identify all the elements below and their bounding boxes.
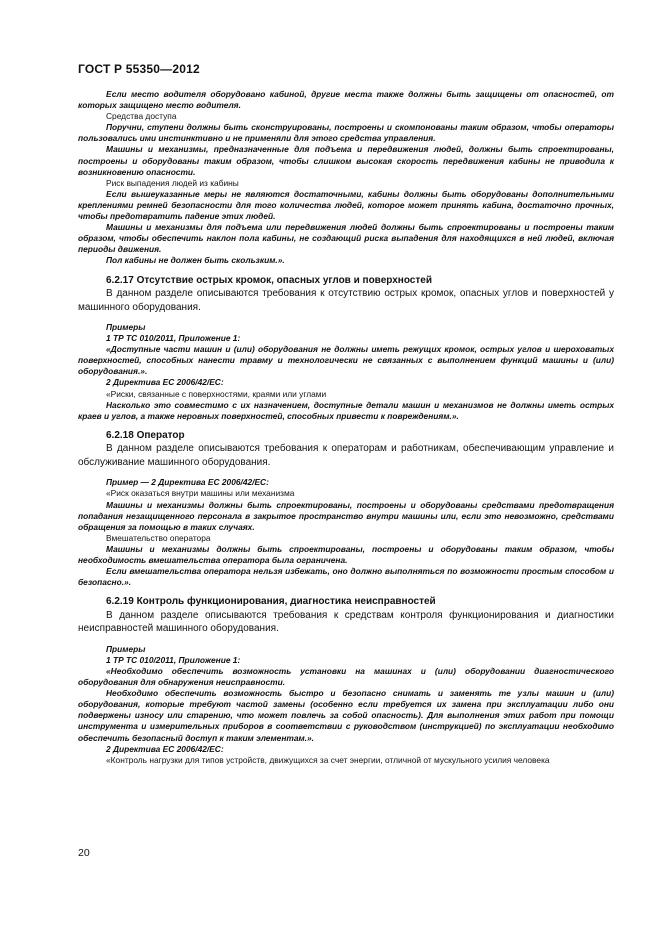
subheading: Вмешательство оператора [106,532,211,543]
page-content [78,89,614,766]
subheading: «Риск оказаться внутри машины или механизма [106,488,295,499]
examples-label: Примеры [106,643,146,654]
paragraph: Машины и механизмы для подъема или передвижения людей должны быть спроектированы и построены таким образом, чтобы обеспечить наклон пола кабины, не создающий риска выпадения для находящихся в ней людей, включая периоды движения. [78,222,614,255]
paragraph: В данном разделе описываются требования к средствам контроля функционирования и диагностики неисправностей машинного оборудования. [78,609,614,635]
paragraph: В данном разделе описываются требования к операторам и работникам, обеспечивающим управление и обслуживание машинного оборудования. [78,443,614,468]
paragraph: «Контроль нагрузки для типов устройств, движущихся за счет энергии, отличной от мускульного усилия человека [106,754,550,765]
paragraph: Если место водителя оборудовано кабиной, другие места также должны быть защищены от опасностей, от которых защищено место водителя. [78,89,614,111]
section-heading: 6.2.19 Контроль функционирования, диагностика неисправностей [106,596,436,608]
paragraph: Пол кабины не должен быть скользким.». [106,255,285,266]
quote-paragraph: Если вмешательства оператора нельзя избежать, оно должно выполняться по возможности простым способом и безопасно.». [78,566,614,588]
section-heading: 6.2.18 Оператор [106,429,185,441]
paragraph: В данном разделе описываются требования к отсутствию острых кромок, опасных углов и поверхностей у машинного оборудования. [78,288,614,313]
paragraph: Поручни, ступени должны быть сконструированы, построены и скомпонованы таким образом, чтобы операторы пользовались ими инстинктивно и не применяли для этого средства управления. [78,122,614,144]
example-source: Пример — 2 Директива ЕС 2006/42/ЕС: [106,477,269,488]
quote-paragraph: Машины и механизмы должны быть спроектированы, построены и оборудованы таким образом, чтобы необходимость вмешательства оператора была ограничена. [78,543,614,565]
paragraph: Если вышеуказанные меры не являются достаточными, кабины должны быть оборудованы дополнительными креплениями ремней безопасности для того количества людей, которое может принять кабина, достаточно прочных, чтобы предотвратить падение этих людей. [78,188,614,222]
page-number: 20 [78,847,90,859]
paragraph: Машины и механизмы, предназначенные для подъема и передвижения людей, должны быть спроектированы, построены и оборудованы таким образом, чтобы слишком высокая скорость передвижения кабины не приводила к возникновению опасности. [78,144,614,177]
subheading: Средства доступа [106,111,177,122]
example-source: 2 Директива ЕС 2006/42/ЕС: [106,743,224,754]
example-source: 2 Директива ЕС 2006/42/ЕС: [106,377,224,388]
section-heading: 6.2.17 Отсутствие острых кромок, опасных углов и поверхностей [106,274,432,286]
quote-paragraph: «Необходимо обеспечить возможность установки на машинах и (или) оборудовании диагностического оборудования для обнаружения неисправности. [78,665,614,688]
document-header: ГОСТ Р 55350—2012 [78,62,200,76]
quote-paragraph: «Доступные части машин и (или) оборудования не должны иметь режущих кромок, острых углов и шероховатых поверхностей, способных нанести травму и технологически не связанных с выполнением функций машины и (или) оборудования.». [78,344,614,377]
subheading: «Риски, связанные с поверхностями, краями или углами [106,388,327,399]
quote-paragraph: Необходимо обеспечить возможность быстро и безопасно снимать и заменять те узлы машин и (или) оборудования, которые требуют частой замены (особенно если требуется их замена при эксплуатации либо они подвержены износу или старению, что может повлечь за собой опасность). Для выполнения этих работ при помощи инструмента и измерительных приборов в соответствии с руководством (инструкцией) по эксплуатации необходимо обеспечить безопасный доступ к таким элементам.». [78,688,614,743]
subheading: Риск выпадения людей из кабины [106,177,239,188]
quote-paragraph: Насколько это совместимо с их назначением, доступные детали машин и механизмов не должны иметь острых краев и углов, а также неровных поверхностей, способных привести к повреждениям.». [78,399,614,421]
example-source: 1 ТР ТС 010/2011, Приложение 1: [106,333,241,344]
example-source: 1 ТР ТС 010/2011, Приложение 1: [106,654,241,665]
quote-paragraph: Машины и механизмы должны быть спроектированы, построены и оборудованы средствами предотвращения попадания незащищенного персонала в закрытое пространство внутри машины или, если это невозможно, средствами обращения за помощью в таких случаях. [78,499,614,532]
examples-label: Примеры [106,322,146,332]
